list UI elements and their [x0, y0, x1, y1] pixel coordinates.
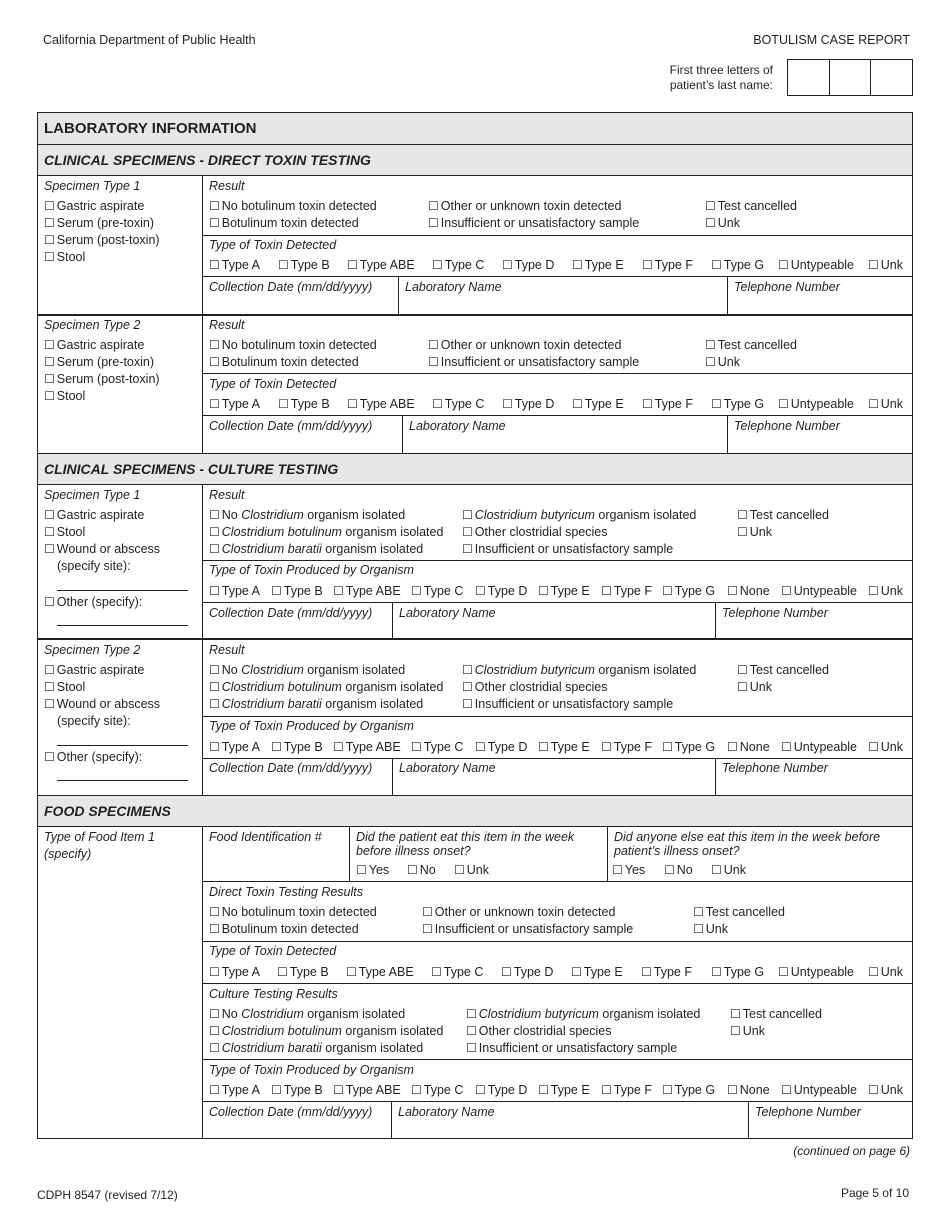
toxin-type-abe[interactable]: ☐ Type ABE [347, 397, 415, 411]
produced-type-abe[interactable]: ☐ Type ABE [333, 1083, 401, 1097]
toxin-type-unk[interactable]: ☐ Unk [868, 397, 903, 411]
specimen-stool[interactable]: ☐ Stool [44, 389, 85, 403]
toxin-type-f[interactable]: ☐ Type F [642, 397, 693, 411]
result-unk[interactable]: ☐ Unk [705, 355, 740, 369]
food-result-insufficient[interactable]: ☐ Insufficient or unsatisfactory sample [422, 922, 633, 936]
toxin-type-unk[interactable]: ☐ Unk [868, 258, 903, 272]
collection-date-label[interactable]: Collection Date (mm/dd/yyyy) [209, 761, 373, 775]
direct-toxin-results-label: Direct Toxin Testing Results [209, 885, 364, 899]
result-toxin-detected[interactable]: ☐ Botulinum toxin detected [209, 355, 359, 369]
produced-unk[interactable]: ☐ Unk [868, 1083, 903, 1097]
produced-unk[interactable]: ☐ Unk [868, 584, 903, 598]
toxin-type-f[interactable]: ☐ Type F [642, 258, 693, 272]
other-specify-blank[interactable] [57, 625, 188, 626]
result-label: Result [209, 179, 245, 193]
result-no-toxin[interactable]: ☐ No botulinum toxin detected [209, 199, 377, 213]
result-test-cancelled[interactable]: ☐ Test cancelled [705, 338, 797, 352]
toxin-type-untypeable[interactable]: ☐ Untypeable [778, 258, 854, 272]
produced-type-a[interactable]: ☐ Type A [209, 584, 260, 598]
initials-box-1[interactable] [788, 60, 830, 95]
initials-label-line2: patient’s last name: [669, 78, 773, 92]
culture-result-other-clostridial[interactable]: ☐ Other clostridial species [466, 1024, 611, 1038]
patient-ate-yes[interactable]: ☐ Yes [356, 863, 389, 877]
toxin-produced-label: Type of Toxin Produced by Organism [209, 719, 414, 733]
telephone-number-label[interactable]: Telephone Number [722, 606, 828, 620]
produced-none[interactable]: ☐ None [727, 584, 770, 598]
produced-type-c[interactable]: ☐ Type C [411, 1083, 463, 1097]
culture-result-c-baratii[interactable]: ☐ Clostridium baratii organism isolated [209, 697, 423, 711]
produced-type-e[interactable]: ☐ Type E [538, 740, 590, 754]
culture-result-no-clostridium[interactable]: ☐ No Clostridium organism isolated [209, 508, 405, 522]
toxin-detected-label: Type of Toxin Detected [209, 377, 337, 391]
produced-type-d[interactable]: ☐ Type D [475, 1083, 527, 1097]
culture-result-unk[interactable]: ☐ Unk [737, 525, 772, 539]
patient-ate-unk[interactable]: ☐ Unk [454, 863, 489, 877]
produced-type-b[interactable]: ☐ Type B [271, 740, 323, 754]
produced-type-a[interactable]: ☐ Type A [209, 1083, 260, 1097]
culture-specimen-gastric[interactable]: ☐ Gastric aspirate [44, 508, 144, 522]
culture-result-c-butyricum[interactable]: ☐ Clostridium butyricum organism isolated [462, 663, 696, 677]
culture-result-insufficient[interactable]: ☐ Insufficient or unsatisfactory sample [466, 1041, 677, 1055]
produced-none[interactable]: ☐ None [727, 740, 770, 754]
laboratory-form [37, 112, 913, 1139]
toxin-type-untypeable[interactable]: ☐ Untypeable [778, 965, 854, 979]
specimen-serum-pre[interactable]: ☐ Serum (pre-toxin) [44, 355, 154, 369]
result-label: Result [209, 643, 245, 657]
culture-result-insufficient[interactable]: ☐ Insufficient or unsatisfactory sample [462, 542, 673, 556]
culture-result-no-clostridium[interactable]: ☐ No Clostridium organism isolated [209, 663, 405, 677]
toxin-type-abe[interactable]: ☐ Type ABE [346, 965, 414, 979]
collection-date-label[interactable]: Collection Date (mm/dd/yyyy) [209, 280, 373, 294]
toxin-type-a[interactable]: ☐ Type A [209, 258, 260, 272]
culture-result-c-botulinum[interactable]: ☐ Clostridium botulinum organism isolated [209, 525, 443, 539]
toxin-type-g[interactable]: ☐ Type G [711, 258, 764, 272]
toxin-type-g[interactable]: ☐ Type G [711, 397, 764, 411]
collection-date-label[interactable]: Collection Date (mm/dd/yyyy) [209, 419, 373, 433]
food-result-other-toxin[interactable]: ☐ Other or unknown toxin detected [422, 905, 615, 919]
anyone-else-yes[interactable]: ☐ Yes [612, 863, 645, 877]
telephone-number-label[interactable]: Telephone Number [755, 1105, 861, 1119]
result-toxin-detected[interactable]: ☐ Botulinum toxin detected [209, 216, 359, 230]
laboratory-name-label[interactable]: Laboratory Name [399, 606, 496, 620]
food-result-toxin-detected[interactable]: ☐ Botulinum toxin detected [209, 922, 359, 936]
laboratory-name-label[interactable]: Laboratory Name [405, 280, 502, 294]
food-heading: FOOD SPECIMENS [38, 795, 912, 827]
culture-result-c-baratii[interactable]: ☐ Clostridium baratii organism isolated [209, 542, 423, 556]
toxin-type-e[interactable]: ☐ Type E [572, 258, 624, 272]
culture-specimen-stool[interactable]: ☐ Stool [44, 680, 85, 694]
produced-type-c[interactable]: ☐ Type C [411, 740, 463, 754]
toxin-type-c[interactable]: ☐ Type C [432, 397, 484, 411]
produced-type-f[interactable]: ☐ Type F [601, 1083, 652, 1097]
form-id: CDPH 8547 (revised 7/12) [37, 1188, 178, 1202]
agency-name: California Department of Public Health [43, 33, 256, 47]
initials-box-3[interactable] [871, 60, 912, 95]
anyone-else-question: Did anyone else eat this item in the week before [614, 830, 881, 844]
initials-boxes [787, 59, 913, 96]
produced-untypeable[interactable]: ☐ Untypeable [781, 740, 857, 754]
culture-result-other-clostridial[interactable]: ☐ Other clostridial species [462, 525, 607, 539]
specimen-type-2-label: Specimen Type 2 [44, 318, 141, 332]
result-label: Result [209, 318, 245, 332]
result-other-toxin[interactable]: ☐ Other or unknown toxin detected [428, 199, 621, 213]
food-result-unk[interactable]: ☐ Unk [693, 922, 728, 936]
culture-result-c-butyricum[interactable]: ☐ Clostridium butyricum organism isolated [462, 508, 696, 522]
culture-result-insufficient[interactable]: ☐ Insufficient or unsatisfactory sample [462, 697, 673, 711]
produced-type-g[interactable]: ☐ Type G [662, 740, 715, 754]
page-number: Page 5 of 10 [840, 1186, 909, 1200]
toxin-type-b[interactable]: ☐ Type B [277, 965, 329, 979]
specify-site-label: (specify site): [57, 559, 131, 573]
produced-type-b[interactable]: ☐ Type B [271, 1083, 323, 1097]
specimen-serum-post[interactable]: ☐ Serum (post-toxin) [44, 233, 160, 247]
toxin-type-unk[interactable]: ☐ Unk [868, 965, 903, 979]
produced-type-d[interactable]: ☐ Type D [475, 584, 527, 598]
toxin-type-a[interactable]: ☐ Type A [209, 965, 260, 979]
specify-site-label: (specify site): [57, 714, 131, 728]
culture-specimen-other[interactable]: ☐ Other (specify): [44, 595, 142, 609]
lab-info-heading: LABORATORY INFORMATION [38, 113, 912, 145]
result-insufficient[interactable]: ☐ Insufficient or unsatisfactory sample [428, 355, 639, 369]
result-unk[interactable]: ☐ Unk [705, 216, 740, 230]
produced-type-f[interactable]: ☐ Type F [601, 584, 652, 598]
toxin-type-b[interactable]: ☐ Type B [278, 258, 330, 272]
culture-result-unk[interactable]: ☐ Unk [737, 680, 772, 694]
laboratory-name-label[interactable]: Laboratory Name [399, 761, 496, 775]
result-other-toxin[interactable]: ☐ Other or unknown toxin detected [428, 338, 621, 352]
culture-result-c-botulinum[interactable]: ☐ Clostridium botulinum organism isolated [209, 1024, 443, 1038]
food-item-1-specify[interactable]: (specify) [44, 847, 92, 861]
produced-none[interactable]: ☐ None [727, 1083, 770, 1097]
culture-result-cancelled[interactable]: ☐ Test cancelled [737, 508, 829, 522]
toxin-type-a[interactable]: ☐ Type A [209, 397, 260, 411]
direct-toxin-heading: CLINICAL SPECIMENS - DIRECT TOXIN TESTING [38, 144, 912, 176]
produced-untypeable[interactable]: ☐ Untypeable [781, 1083, 857, 1097]
culture-result-c-butyricum[interactable]: ☐ Clostridium butyricum organism isolated [466, 1007, 700, 1021]
toxin-type-f[interactable]: ☐ Type F [641, 965, 692, 979]
toxin-type-b[interactable]: ☐ Type B [278, 397, 330, 411]
produced-type-g[interactable]: ☐ Type G [662, 584, 715, 598]
culture-result-cancelled[interactable]: ☐ Test cancelled [737, 663, 829, 677]
initials-label-line1: First three letters of [669, 63, 773, 77]
toxin-detected-label: Type of Toxin Detected [209, 238, 337, 252]
telephone-number-label[interactable]: Telephone Number [734, 280, 840, 294]
toxin-produced-label: Type of Toxin Produced by Organism [209, 1063, 414, 1077]
produced-type-d[interactable]: ☐ Type D [475, 740, 527, 754]
produced-unk[interactable]: ☐ Unk [868, 740, 903, 754]
specimen-serum-pre[interactable]: ☐ Serum (pre-toxin) [44, 216, 154, 230]
toxin-type-untypeable[interactable]: ☐ Untypeable [778, 397, 854, 411]
culture-result-no-clostridium[interactable]: ☐ No Clostridium organism isolated [209, 1007, 405, 1021]
telephone-number-label[interactable]: Telephone Number [734, 419, 840, 433]
anyone-else-question-2: patient’s illness onset? [614, 844, 740, 858]
produced-type-b[interactable]: ☐ Type B [271, 584, 323, 598]
toxin-type-d[interactable]: ☐ Type D [502, 397, 554, 411]
toxin-type-abe[interactable]: ☐ Type ABE [347, 258, 415, 272]
patient-ate-question-2: before illness onset? [356, 844, 471, 858]
food-id-label[interactable]: Food Identification # [209, 830, 322, 844]
result-insufficient[interactable]: ☐ Insufficient or unsatisfactory sample [428, 216, 639, 230]
produced-type-abe[interactable]: ☐ Type ABE [333, 740, 401, 754]
toxin-type-e[interactable]: ☐ Type E [572, 397, 624, 411]
culture-result-cancelled[interactable]: ☐ Test cancelled [730, 1007, 822, 1021]
other-specify-blank[interactable] [57, 780, 188, 781]
specimen-type-2-label: Specimen Type 2 [44, 643, 141, 657]
food-item-1-label: Type of Food Item 1 [44, 830, 155, 844]
specimen-stool[interactable]: ☐ Stool [44, 250, 85, 264]
culture-results-label: Culture Testing Results [209, 987, 338, 1001]
toxin-type-e[interactable]: ☐ Type E [571, 965, 623, 979]
patient-ate-question: Did the patient eat this item in the week [356, 830, 575, 844]
toxin-type-d[interactable]: ☐ Type D [502, 258, 554, 272]
anyone-else-unk[interactable]: ☐ Unk [711, 863, 746, 877]
toxin-produced-label: Type of Toxin Produced by Organism [209, 563, 414, 577]
collection-date-label[interactable]: Collection Date (mm/dd/yyyy) [209, 606, 373, 620]
culture-specimen-stool[interactable]: ☐ Stool [44, 525, 85, 539]
food-result-no-toxin[interactable]: ☐ No botulinum toxin detected [209, 905, 377, 919]
laboratory-name-label[interactable]: Laboratory Name [398, 1105, 495, 1119]
specimen-gastric-aspirate[interactable]: ☐ Gastric aspirate [44, 199, 144, 213]
produced-type-g[interactable]: ☐ Type G [662, 1083, 715, 1097]
culture-heading: CLINICAL SPECIMENS - CULTURE TESTING [38, 453, 912, 485]
toxin-type-c[interactable]: ☐ Type C [432, 258, 484, 272]
culture-specimen-wound[interactable]: ☐ Wound or abscess [44, 542, 160, 556]
report-title: BOTULISM CASE REPORT [753, 33, 910, 47]
food-result-cancelled[interactable]: ☐ Test cancelled [693, 905, 785, 919]
patient-ate-no[interactable]: ☐ No [407, 863, 436, 877]
produced-untypeable[interactable]: ☐ Untypeable [781, 584, 857, 598]
continued-note: (continued on page 6) [793, 1144, 910, 1158]
culture-result-c-botulinum[interactable]: ☐ Clostridium botulinum organism isolated [209, 680, 443, 694]
collection-date-label[interactable]: Collection Date (mm/dd/yyyy) [209, 1105, 373, 1119]
toxin-type-c[interactable]: ☐ Type C [431, 965, 483, 979]
toxin-type-g[interactable]: ☐ Type G [711, 965, 764, 979]
specimen-serum-post[interactable]: ☐ Serum (post-toxin) [44, 372, 160, 386]
produced-type-a[interactable]: ☐ Type A [209, 740, 260, 754]
specimen-gastric-aspirate[interactable]: ☐ Gastric aspirate [44, 338, 144, 352]
produced-type-c[interactable]: ☐ Type C [411, 584, 463, 598]
produced-type-e[interactable]: ☐ Type E [538, 584, 590, 598]
culture-result-other-clostridial[interactable]: ☐ Other clostridial species [462, 680, 607, 694]
toxin-detected-label: Type of Toxin Detected [209, 944, 337, 958]
initials-box-2[interactable] [830, 60, 872, 95]
specimen-type-1-label: Specimen Type 1 [44, 179, 141, 193]
result-test-cancelled[interactable]: ☐ Test cancelled [705, 199, 797, 213]
culture-result-c-baratii[interactable]: ☐ Clostridium baratii organism isolated [209, 1041, 423, 1055]
result-no-toxin[interactable]: ☐ No botulinum toxin detected [209, 338, 377, 352]
telephone-number-label[interactable]: Telephone Number [722, 761, 828, 775]
result-label: Result [209, 488, 245, 502]
culture-result-unk[interactable]: ☐ Unk [730, 1024, 765, 1038]
culture-specimen-gastric[interactable]: ☐ Gastric aspirate [44, 663, 144, 677]
laboratory-name-label[interactable]: Laboratory Name [409, 419, 506, 433]
initials-label [610, 63, 773, 93]
specimen-type-1-label: Specimen Type 1 [44, 488, 141, 502]
specify-site-blank[interactable] [57, 590, 188, 591]
culture-specimen-wound[interactable]: ☐ Wound or abscess [44, 697, 160, 711]
produced-type-f[interactable]: ☐ Type F [601, 740, 652, 754]
anyone-else-no[interactable]: ☐ No [664, 863, 693, 877]
specify-site-blank[interactable] [57, 745, 188, 746]
toxin-type-d[interactable]: ☐ Type D [501, 965, 553, 979]
produced-type-abe[interactable]: ☐ Type ABE [333, 584, 401, 598]
produced-type-e[interactable]: ☐ Type E [538, 1083, 590, 1097]
culture-specimen-other[interactable]: ☐ Other (specify): [44, 750, 142, 764]
